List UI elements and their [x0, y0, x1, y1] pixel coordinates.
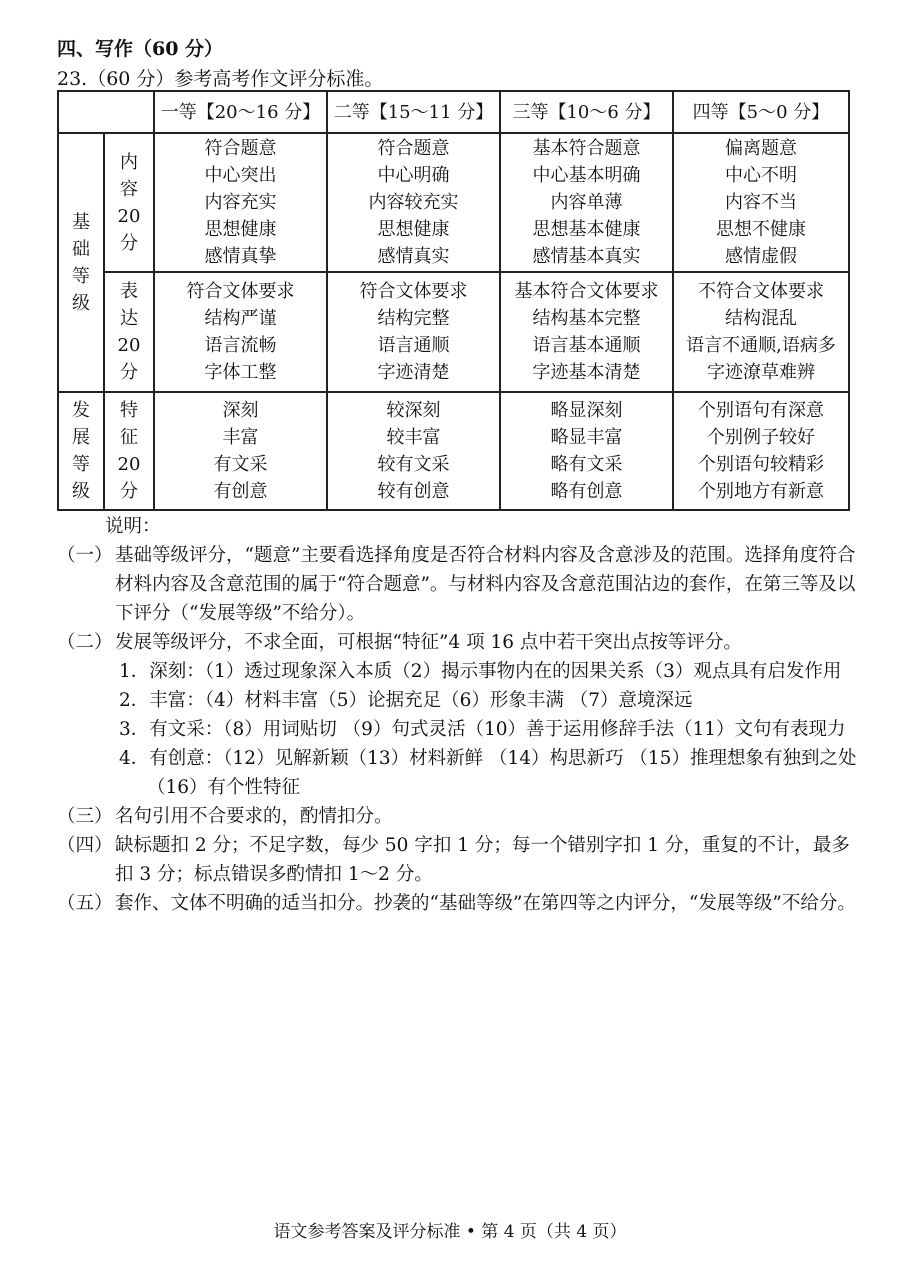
header-grade-1: 一等【20～16 分】	[154, 91, 327, 133]
header-grade-2: 二等【15～11 分】	[327, 91, 500, 133]
table-cell: 深刻 丰富 有文采 有创意	[154, 392, 327, 510]
table-cell: 符合文体要求 结构完整 语言通顺 字迹清楚	[327, 272, 500, 392]
note-subitem-3	[57, 715, 857, 744]
notes-section	[57, 512, 857, 918]
note-text: 套作、文体不明确的适当扣分。抄袭的“基础等级”在第四等之内评分，“发展等级”不给分。	[115, 893, 856, 914]
table-row	[58, 133, 849, 272]
question-line: 23.（60 分）参考高考作文评分标准。	[57, 68, 384, 90]
note-label: （一）	[57, 545, 113, 566]
subitem-text: 有创意：（12）见解新颖（13）材料新鲜 （14）构思新巧 （15）推理想象有独到之处 （16）有个性特征	[147, 748, 857, 798]
table-cell: 基本符合文体要求 结构基本完整 语言基本通顺 字迹基本清楚	[500, 272, 673, 392]
table-row	[58, 392, 849, 510]
header-grade-4: 四等【5～0 分】	[673, 91, 849, 133]
note-text: 发展等级评分，不求全面，可根据“特征”4 项 16 点中若干突出点按等评分。	[115, 632, 742, 653]
table-cell: 偏离题意 中心不明 内容不当 思想不健康 感情虚假	[673, 133, 849, 272]
note-text: 基础等级评分，“题意”主要看选择角度是否符合材料内容及含意涉及的范围。选择角度符合材料内容及含意范围的属于“符合题意”。与材料内容及含意范围沾边的套作，在第三等及以下评分（“发展等级”不给分）。	[115, 545, 856, 624]
header-grade-3: 三等【10～6 分】	[500, 91, 673, 133]
note-item-2	[57, 628, 857, 657]
subitem-text: 有文采：（8）用词贴切 （9）句式灵活（10）善于运用修辞手法（11）文句有表现力	[149, 719, 846, 740]
table-row	[58, 272, 849, 392]
sub-label-expression: 表 达 20 分	[104, 272, 154, 392]
note-label: （五）	[57, 893, 113, 914]
table-cell: 较深刻 较丰富 较有文采 较有创意	[327, 392, 500, 510]
subitem-number: 1．	[119, 661, 150, 682]
table-cell: 符合题意 中心明确 内容较充实 思想健康 感情真实	[327, 133, 500, 272]
note-text: 名句引用不合要求的，酌情扣分。	[115, 806, 393, 827]
notes-heading: 说明：	[105, 516, 161, 537]
note-text: 缺标题扣 2 分；不足字数，每少 50 字扣 1 分；每一个错别字扣 1 分，重复的不计，最多扣 3 分；标点错误多酌情扣 1～2 分。	[115, 835, 850, 885]
note-item-3	[57, 802, 857, 831]
subitem-number: 2．	[119, 690, 150, 711]
corner-cell	[58, 91, 154, 133]
note-subitem-2	[57, 686, 857, 715]
table-cell: 略显深刻 略显丰富 略有文采 略有创意	[500, 392, 673, 510]
table-cell: 符合文体要求 结构严谨 语言流畅 字体工整	[154, 272, 327, 392]
page-footer: 语文参考答案及评分标准 • 第 4 页（共 4 页）	[273, 1222, 627, 1242]
note-subitem-1	[57, 657, 857, 686]
sub-label-feature: 特 征 20 分	[104, 392, 154, 510]
table-header-row	[58, 91, 849, 133]
note-item-5	[57, 889, 857, 918]
scoring-table	[57, 90, 850, 511]
note-label: （二）	[57, 632, 113, 653]
group-label-basic: 基 础 等 级	[58, 133, 104, 392]
section-title: 四、写作（60 分）	[57, 38, 224, 60]
note-item-4	[57, 831, 857, 889]
subitem-text: 丰富：（4）材料丰富（5）论据充足（6）形象丰满 （7）意境深远	[149, 690, 693, 711]
table-cell: 不符合文体要求 结构混乱 语言不通顺,语病多 字迹潦草难辨	[673, 272, 849, 392]
note-label: （三）	[57, 806, 113, 827]
table-cell: 个别语句有深意 个别例子较好 个别语句较精彩 个别地方有新意	[673, 392, 849, 510]
table-cell: 符合题意 中心突出 内容充实 思想健康 感情真挚	[154, 133, 327, 272]
table-cell: 基本符合题意 中心基本明确 内容单薄 思想基本健康 感情基本真实	[500, 133, 673, 272]
group-label-development: 发 展 等 级	[58, 392, 104, 510]
subitem-number: 3．	[119, 719, 150, 740]
note-label: （四）	[57, 835, 113, 856]
subitem-text: 深刻：（1）透过现象深入本质（2）揭示事物内在的因果关系（3）观点具有启发作用	[149, 661, 842, 682]
subitem-number: 4．	[119, 748, 150, 769]
sub-label-content: 内 容 20 分	[104, 133, 154, 272]
note-item-1	[57, 541, 857, 628]
note-subitem-4	[57, 744, 857, 802]
